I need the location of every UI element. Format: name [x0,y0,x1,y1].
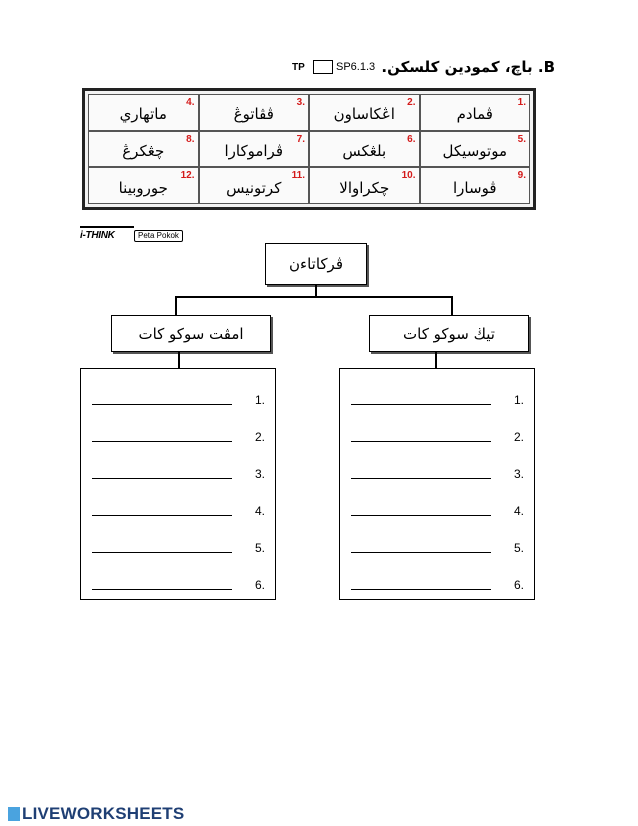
answer-row [81,428,275,444]
answer-blank-right[interactable] [351,404,491,405]
answer-blank-left[interactable] [92,552,232,553]
answer-row [340,502,534,518]
tp-checkbox[interactable] [313,60,333,74]
connector-line [178,352,180,369]
word-cell [420,167,531,204]
logo-bar [80,226,134,228]
word-bank-grid [82,88,536,210]
answer-row [81,465,275,481]
category-box-left [111,315,271,352]
connector-line [435,352,437,369]
answer-list-left [80,368,276,600]
word-cell [420,94,531,131]
answer-blank-right[interactable] [351,515,491,516]
word-cell [309,167,420,204]
word-text: موتوسيکل [442,141,507,160]
liveworksheets-icon [8,807,20,821]
answer-row [340,539,534,555]
word-text: ڤوسارا [453,178,497,197]
word-text: چکراوالا [339,178,390,197]
answer-blank-left[interactable] [92,589,232,590]
word-cell [88,94,199,131]
word-cell [199,167,310,204]
answer-row [81,576,275,592]
answer-number: .2 [513,430,524,444]
ithink-logo [80,230,115,241]
answer-blank-right[interactable] [351,441,491,442]
word-number: 4. [186,97,195,108]
answer-blank-left[interactable] [92,478,232,479]
word-text: ماتهاري [119,105,167,124]
answer-number: .5 [254,541,265,555]
word-number: 12. [180,170,195,182]
word-text: ڤڤاتوڠ [233,105,274,124]
word-text: جوروبينا [118,178,168,197]
word-cell [199,94,310,131]
connector-line [175,296,452,298]
word-text: اڠکاساون [333,105,395,124]
word-cell [199,131,310,168]
answer-row [81,502,275,518]
category-label-left: امڤت سوکو کات [138,324,244,343]
word-number: 1. [517,97,526,108]
word-cell [309,131,420,168]
answer-number: .6 [513,578,524,592]
answer-row [340,428,534,444]
answer-blank-right[interactable] [351,478,491,479]
answer-number: .4 [254,504,265,518]
answer-row [340,465,534,481]
liveworksheets-logo [8,804,184,824]
answer-blank-right[interactable] [351,552,491,553]
tree-root-label: ڤرکاتاءن [289,255,343,273]
word-text: بلڠکس [342,141,387,160]
logo-text: i-THINK [80,230,115,241]
answer-number: .1 [513,393,524,407]
answer-blank-left[interactable] [92,404,232,405]
tp-label: TP [292,62,305,73]
word-cell [88,131,199,168]
word-number: 10. [401,170,416,182]
word-text: کرتونيس [226,178,282,197]
standard-code: SP6.1.3 [336,61,376,73]
word-text: ڤمادم [456,105,493,124]
word-number: 5. [517,133,526,145]
word-number: 11. [291,170,305,182]
tree-root-box [265,243,367,285]
answer-list-right [339,368,535,600]
answer-number: .1 [254,393,265,407]
word-cell [88,167,199,204]
answer-row [340,391,534,407]
answer-row [81,539,275,555]
word-number: 9. [517,170,526,182]
answer-blank-left[interactable] [92,515,232,516]
word-cell [309,94,420,131]
section-title: B. باچ، کمودین کلسکن. [381,58,555,76]
answer-number: .3 [254,467,265,481]
category-label-right: تيڬ سوکو کات [403,324,495,343]
answer-number: .6 [254,578,265,592]
footer-brand-text: LIVEWORKSHEETS [22,804,185,823]
answer-blank-left[interactable] [92,441,232,442]
word-number: 6. [407,133,416,145]
connector-line [451,296,453,316]
answer-row [340,576,534,592]
category-box-right [369,315,529,352]
answer-row [81,391,275,407]
word-cell [420,131,531,168]
word-text: ڤراموکارا [224,141,284,160]
answer-blank-right[interactable] [351,589,491,590]
word-text: چڠکرڠ [122,141,165,160]
word-number: 8. [186,133,195,145]
word-number: 3. [296,97,305,108]
answer-number: .2 [254,430,265,444]
answer-number: .3 [513,467,524,481]
connector-line [175,296,177,316]
map-type-label: Peta Pokok [134,230,183,242]
answer-number: .4 [513,504,524,518]
word-number: 7. [296,133,305,145]
word-number: 2. [407,97,416,108]
answer-number: .5 [513,541,524,555]
